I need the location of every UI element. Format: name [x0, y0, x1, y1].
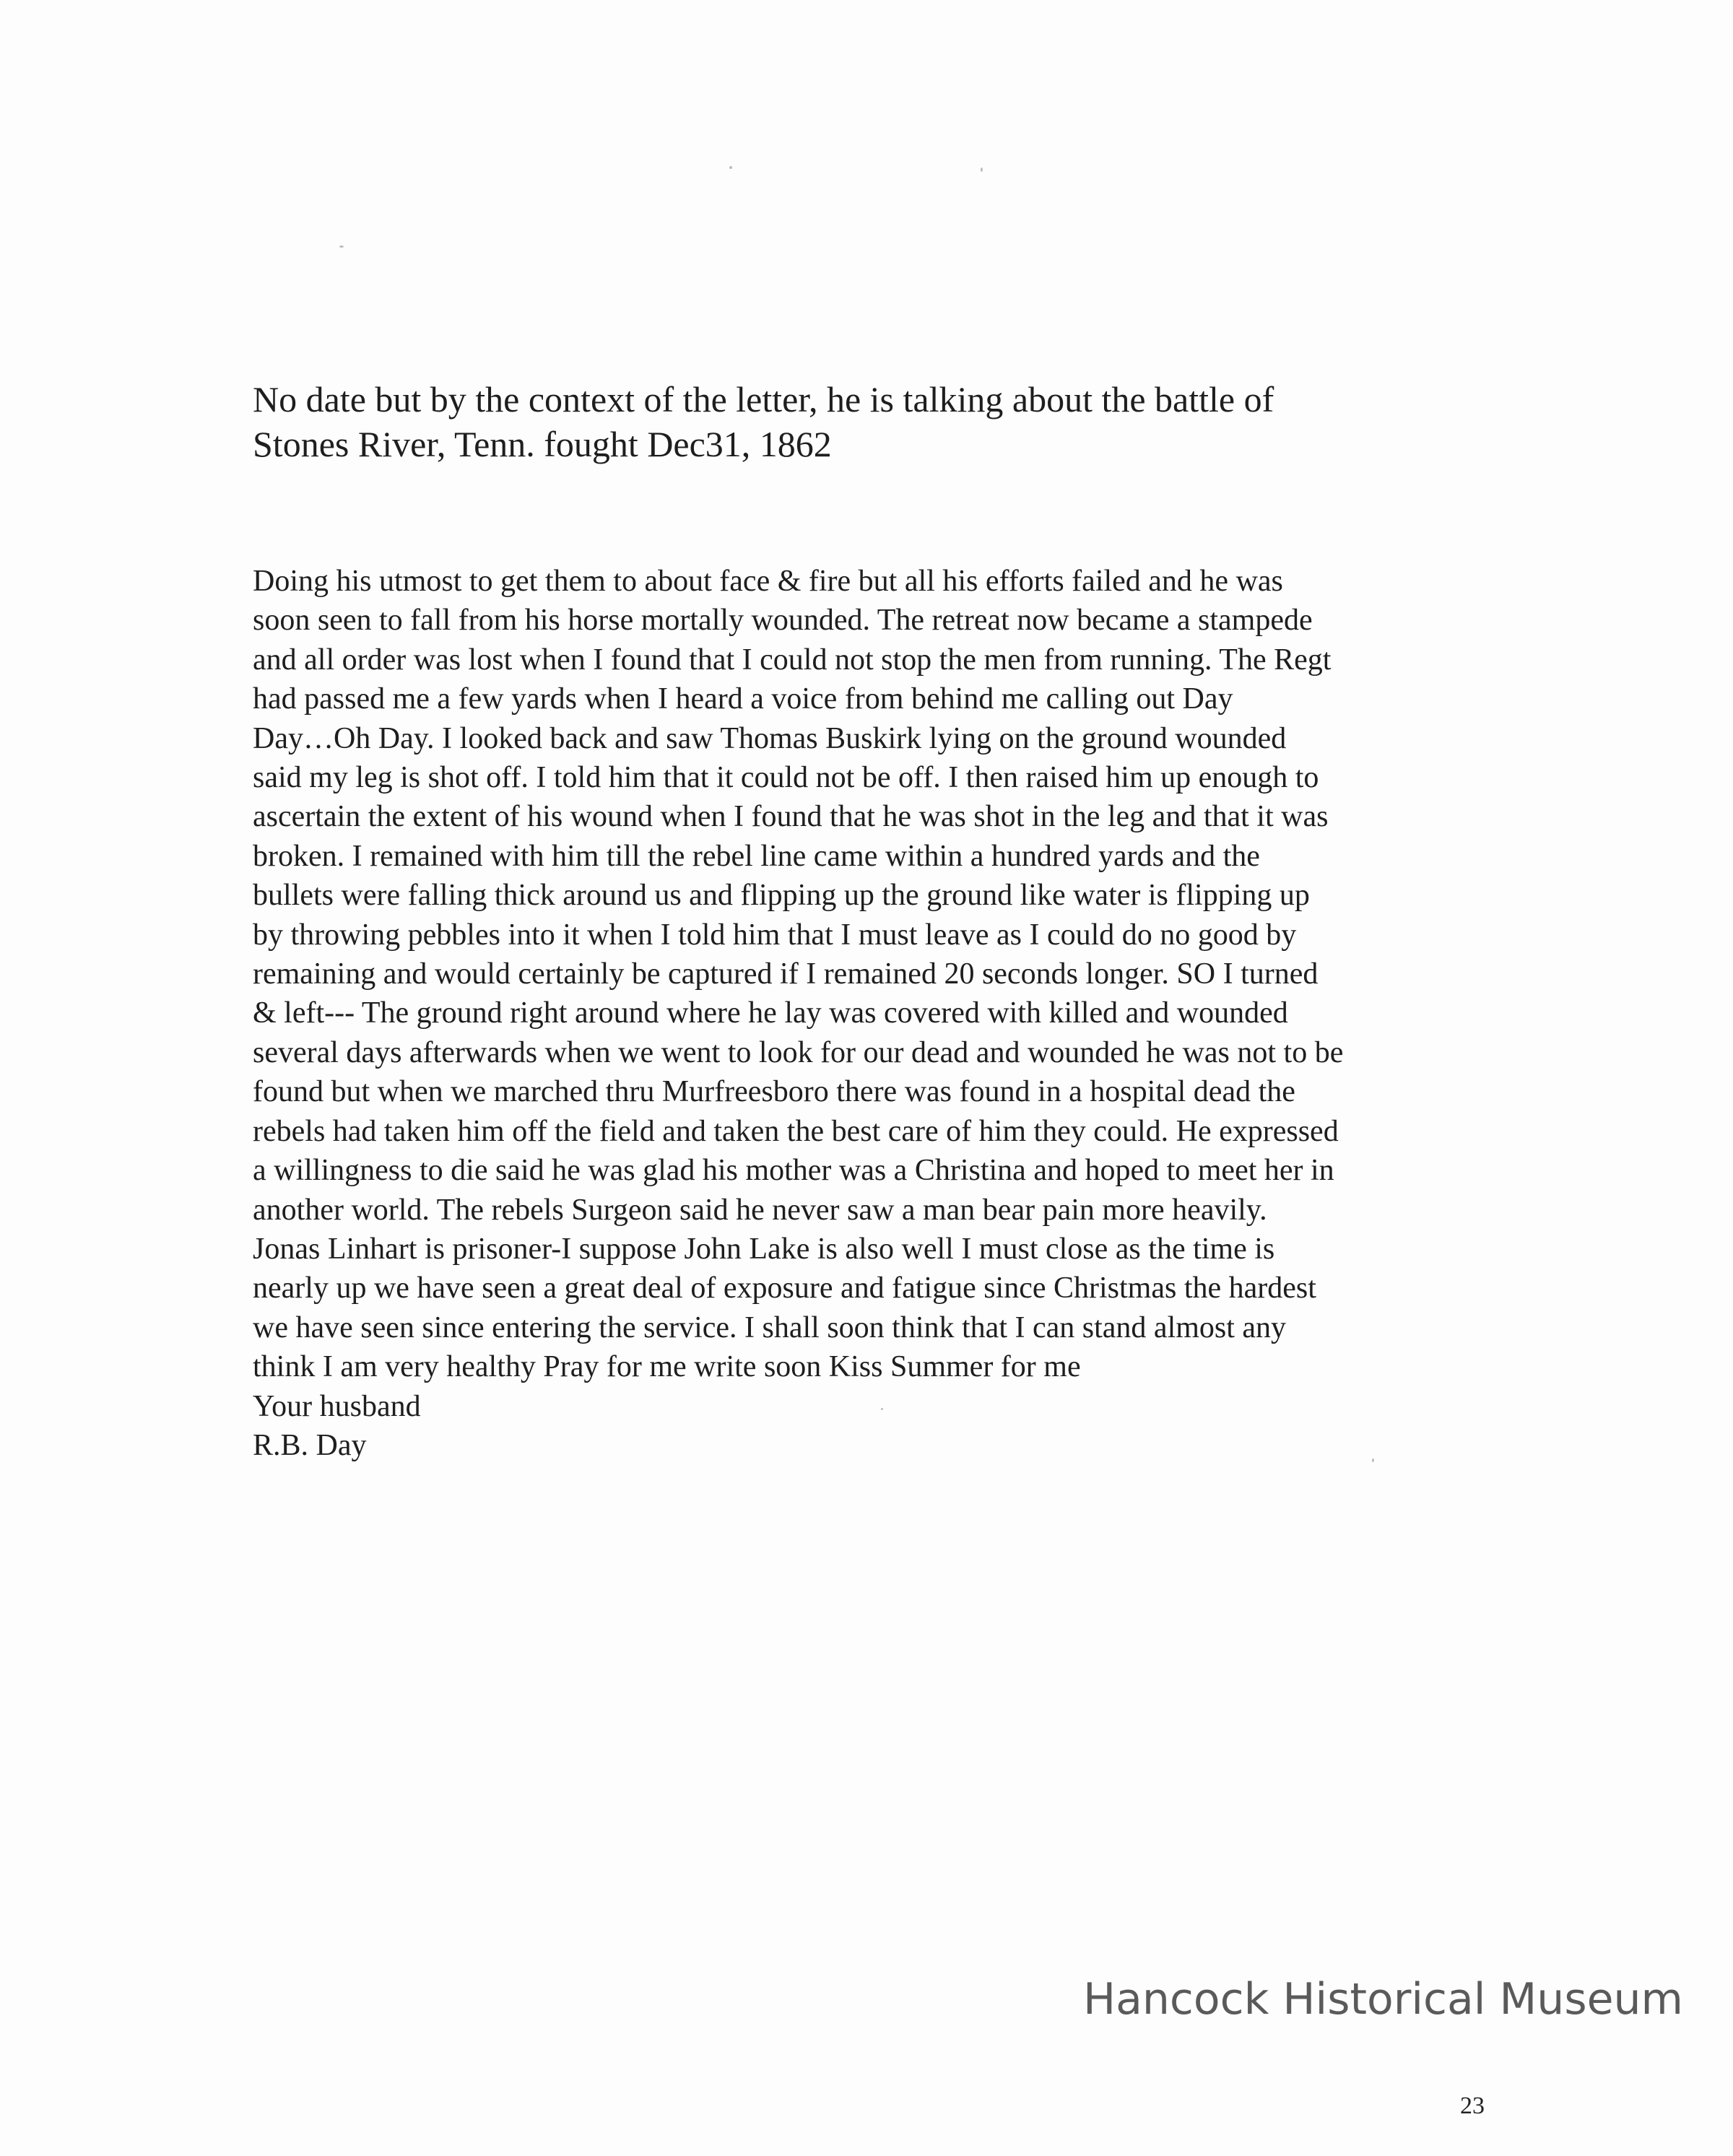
letter-line: and all order was lost when I found that I could not stop the men from running. The Regt	[253, 643, 1332, 677]
page-number: 23	[1460, 2092, 1485, 2119]
intro-note	[253, 377, 1495, 466]
intro-line: No date but by the context of the letter, he is talking about the battle of	[253, 379, 1274, 420]
letter-line: think I am very healthy Pray for me write soon Kiss Summer for me	[253, 1350, 1081, 1384]
letter-line: Jonas Linhart is prisoner-I suppose John Lake is also well I must close as the time is	[253, 1232, 1275, 1266]
letter-line: ascertain the extent of his wound when I found that he was shot in the leg and that it was	[253, 800, 1329, 834]
letter-line: remaining and would certainly be captured if I remained 20 seconds longer. SO I turned	[253, 957, 1319, 991]
letter-line: we have seen since entering the service. I shall soon think that I can stand almost any	[253, 1310, 1287, 1344]
letter-line: Doing his utmost to get them to about face & fire but all his efforts failed and he was	[253, 565, 1283, 598]
scan-speck	[981, 168, 983, 172]
letter-signature: R.B. Day	[253, 1428, 367, 1462]
letter-line: a willingness to die said he was glad his mother was a Christina and hoped to meet her in	[253, 1154, 1334, 1188]
letter-line: Day…Oh Day. I looked back and saw Thomas Buskirk lying on the ground wounded	[253, 721, 1287, 755]
letter-line: broken. I remained with him till the rebel line came within a hundred yards and the	[253, 839, 1260, 873]
intro-line: Stones River, Tenn. fought Dec31, 1862	[253, 424, 832, 464]
letter-line: several days afterwards when we went to look for our dead and wounded he was not to be	[253, 1035, 1344, 1069]
letter-line: & left--- The ground right around where he lay was covered with killed and wounded	[253, 996, 1288, 1030]
letter-line: had passed me a few yards when I heard a voice from behind me calling out Day	[253, 682, 1233, 716]
letter-line: soon seen to fall from his horse mortally wounded. The retreat now became a stampede	[253, 604, 1313, 638]
scan-speck	[729, 166, 732, 169]
letter-closing: Your husband	[253, 1389, 421, 1423]
letter-line: nearly up we have seen a great deal of exposure and fatigue since Christmas the hardest	[253, 1272, 1316, 1305]
letter-line: rebels had taken him off the field and taken the best care of him they could. He expressed	[253, 1114, 1339, 1148]
letter-line: another world. The rebels Surgeon said he never saw a man bear pain more heavily.	[253, 1193, 1267, 1227]
museum-watermark: Hancock Historical Museum	[1083, 1974, 1683, 2025]
letter-body	[253, 562, 1509, 1465]
letter-line: said my leg is shot off. I told him that it could not be off. I then raised him up enough to	[253, 761, 1319, 795]
letter-line: by throwing pebbles into it when I told him that I must leave as I could do no good by	[253, 918, 1297, 952]
scan-speck	[339, 245, 344, 248]
letter-line: bullets were falling thick around us and flipping up the ground like water is flipping up	[253, 879, 1310, 913]
letter-line: found but when we marched thru Murfreesboro there was found in a hospital dead the	[253, 1075, 1295, 1109]
